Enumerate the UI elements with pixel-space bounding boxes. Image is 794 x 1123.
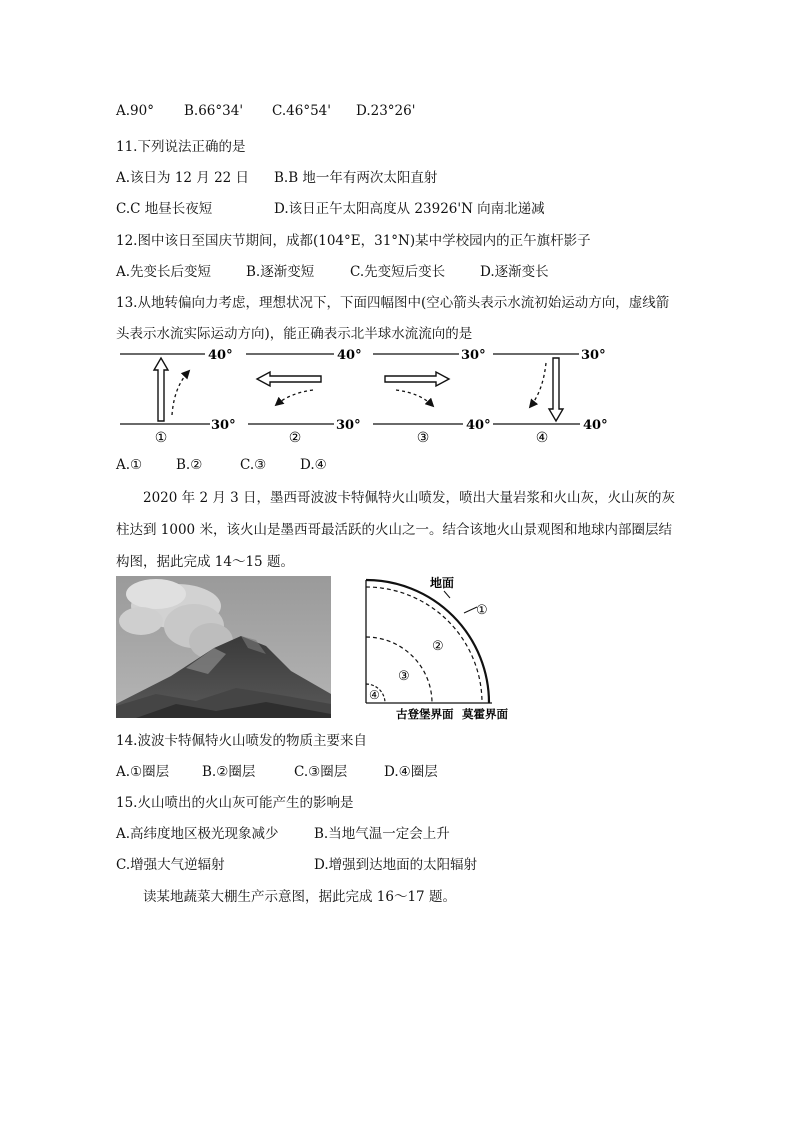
q13-option-d: D.④ [300,457,327,473]
hollow-arrow-icon [154,358,168,421]
q10-option-b: B.66°34' [184,103,244,119]
q11-option-d: D.该日正午太阳高度从 23926'N 向南北递减 [274,201,545,217]
q10-options [116,103,415,119]
earth-layer-diagram [360,574,520,722]
diagram-number: ② [288,430,302,443]
q12-option-b: B.逐渐变短 [246,264,315,280]
layer-3-label: ③ [398,669,410,684]
q11-stem: 11.下列说法正确的是 [116,139,246,155]
q15-option-d: D.增强到达地面的太阳辐射 [314,857,478,873]
q13-stem-line2: 头表示水流实际运动方向)，能正确表示北半球水流流向的是 [116,326,473,342]
latitude-label-top: 30° [581,348,606,363]
hollow-arrow-icon [385,372,449,386]
q11-option-a: A.该日为 12 月 22 日 [116,170,250,186]
q14-option-b: B.②圈层 [202,764,256,780]
volcano-photo [116,576,331,718]
surface-label: 地面 [430,576,455,590]
diagram-number: ④ [535,430,549,443]
q12-stem: 12.图中该日至国庆节期间，成都(104°E，31°N)某中学校园内的正午旗杆影子 [116,233,591,249]
layer-4-label: ④ [369,688,380,702]
q15-options-row1 [116,822,450,842]
q13-flow-diagrams [0,343,794,443]
moho-boundary-label: 莫霍界面 [462,707,508,721]
q15-option-b: B.当地气温一定会上升 [314,826,450,842]
q14-option-a: A.①圈层 [116,764,170,780]
latitude-label-bottom: 40° [583,418,608,433]
q13-option-c: C.③ [240,457,267,473]
diagram-number: ③ [416,430,430,443]
dashed-arrow-icon [172,371,189,415]
passage-greenhouse: 读某地蔬菜大棚生产示意图，据此完成 16～17 题。 [143,889,456,905]
q13-diagram-2 [246,348,362,443]
q12-option-d: D.逐渐变长 [480,264,549,280]
q13-options [116,457,327,473]
layer-2-label: ② [432,639,444,654]
q10-option-c: C.46°54' [272,103,331,119]
surface-arc [366,580,489,703]
q13-diagram-4 [493,348,608,443]
latitude-label-bottom: 30° [211,418,236,433]
q14-stem: 14.波波卡特佩特火山喷发的物质主要来自 [116,733,367,749]
q14-options [116,760,438,780]
latitude-label-bottom: 40° [466,418,491,433]
q10-option-d: D.23°26' [356,103,416,119]
latitude-label-bottom: 30° [336,418,361,433]
gutenberg-boundary-label: 古登堡界面 [396,707,454,721]
dashed-arrow-icon [396,390,433,406]
q13-option-a: A.① [116,457,143,473]
hollow-arrow-icon [257,372,321,386]
q13-option-b: B.② [176,457,203,473]
moho-boundary-arc [366,587,482,703]
q13-stem-line1: 13.从地转偏向力考虑，理想状况下，下面四幅图中(空心箭头表示水流初始运动方向，虚线箭 [116,295,670,311]
surface-pointer [444,591,450,598]
dashed-arrow-icon [530,363,546,407]
passage-volcano: 2020 年 2 月 3 日，墨西哥波波卡特佩特火山喷发，喷出大量岩浆和火山灰，火山灰的灰柱达到 1000 米，该火山是墨西哥最活跃的火山之一。结合该地火山景观图和地球内部圈层结构图，据此完成 14～15 题。 [116,490,675,570]
q12-options [116,260,549,280]
dashed-arrow-icon [276,390,313,405]
q14-option-c: C.③圈层 [294,764,348,780]
latitude-label-top: 30° [461,348,486,363]
q13-diagram-3 [373,348,491,443]
layer-1-label: ① [476,603,488,618]
q13-diagram-1 [120,348,236,443]
q11-options-row1 [116,166,437,186]
latitude-label-top: 40° [337,348,362,363]
q15-option-c: C.增强大气逆辐射 [116,857,225,873]
q11-option-c: C.C 地昼长夜短 [116,201,213,217]
q15-option-a: A.高纬度地区极光现象减少 [116,826,279,842]
q12-option-a: A.先变长后变短 [116,264,212,280]
diagram-number: ① [154,430,168,443]
q11-options-row2 [116,197,545,217]
q15-options-row2 [116,853,477,873]
hollow-arrow-icon [549,358,563,421]
q10-option-a: A.90° [116,103,154,119]
q11-option-b: B.B 地一年有两次太阳直射 [274,170,438,186]
q15-stem: 15.火山喷出的火山灰可能产生的影响是 [116,795,354,811]
latitude-label-top: 40° [208,348,233,363]
q14-option-d: D.④圈层 [384,764,438,780]
q12-option-c: C.先变短后变长 [350,264,446,280]
